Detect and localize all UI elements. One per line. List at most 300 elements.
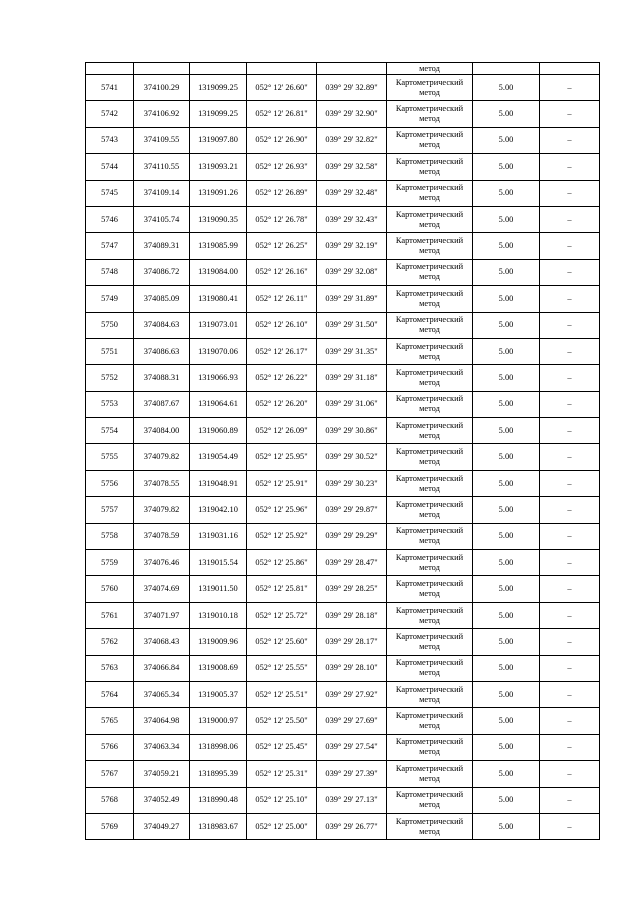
method-text-line: Картометрический [395, 499, 464, 509]
y-coordinate-cell: 1319093.21 [190, 154, 247, 180]
latitude-cell: 052° 12' 26.93" [247, 154, 317, 180]
longitude-cell: 039° 29' 30.86" [317, 418, 387, 444]
method-cell [387, 681, 473, 707]
coordinates-table [85, 62, 600, 840]
point-number-cell: 5768 [86, 787, 134, 813]
table-row [86, 338, 600, 364]
y-coordinate-cell: 1319048.91 [190, 470, 247, 496]
latitude-cell: 052° 12' 26.10" [247, 312, 317, 338]
x-coordinate-cell: 374106.92 [134, 101, 190, 127]
note-cell: – [540, 681, 600, 707]
y-coordinate-cell: 1319031.16 [190, 523, 247, 549]
x-coordinate-cell: 374087.67 [134, 391, 190, 417]
note-cell: – [540, 365, 600, 391]
method-text-line: Картометрический [395, 420, 464, 430]
accuracy-cell: 5.00 [473, 681, 540, 707]
table-row [86, 761, 600, 787]
y-coordinate-cell: 1319080.41 [190, 286, 247, 312]
method-text-line: метод [419, 773, 440, 783]
method-cell [387, 75, 473, 101]
method-text-line: Картометрический [395, 631, 464, 641]
method-cell [387, 259, 473, 285]
method-text-line: Картометрический [395, 156, 464, 166]
longitude-cell: 039° 29' 31.89" [317, 286, 387, 312]
latitude-cell: 052° 12' 25.50" [247, 708, 317, 734]
point-number-cell: 5766 [86, 734, 134, 760]
method-text-line: Картометрический [395, 367, 464, 377]
note-cell: – [540, 787, 600, 813]
longitude-cell: 039° 29' 29.29" [317, 523, 387, 549]
x-coordinate-cell: 374105.74 [134, 206, 190, 232]
longitude-cell: 039° 29' 28.18" [317, 602, 387, 628]
method-text-line: метод [419, 589, 440, 599]
accuracy-cell: 5.00 [473, 708, 540, 734]
table-row [86, 523, 600, 549]
y-coordinate-cell: 1319091.26 [190, 180, 247, 206]
continuation-cell-lon [317, 63, 387, 75]
method-cell [387, 365, 473, 391]
note-cell: – [540, 550, 600, 576]
method-cell [387, 576, 473, 602]
accuracy-cell: 5.00 [473, 154, 540, 180]
accuracy-cell: 5.00 [473, 787, 540, 813]
table-row [86, 75, 600, 101]
continuation-cell-x [134, 63, 190, 75]
longitude-cell: 039° 29' 29.87" [317, 497, 387, 523]
method-text-line: Картометрический [395, 684, 464, 694]
table-row [86, 180, 600, 206]
method-cell [387, 497, 473, 523]
x-coordinate-cell: 374059.21 [134, 761, 190, 787]
method-text-line: Картометрический [395, 763, 464, 773]
y-coordinate-cell: 1319054.49 [190, 444, 247, 470]
note-cell: – [540, 602, 600, 628]
method-text-line: Картометрический [395, 816, 464, 826]
longitude-cell: 039° 29' 27.39" [317, 761, 387, 787]
method-text-line: метод [419, 166, 440, 176]
method-text-line: метод [419, 298, 440, 308]
latitude-cell: 052° 12' 26.17" [247, 338, 317, 364]
method-text-line: Картометрический [395, 209, 464, 219]
accuracy-cell: 5.00 [473, 127, 540, 153]
y-coordinate-cell: 1319064.61 [190, 391, 247, 417]
method-text-line: Картометрический [395, 526, 464, 536]
method-cell [387, 233, 473, 259]
x-coordinate-cell: 374049.27 [134, 813, 190, 839]
method-cell [387, 101, 473, 127]
table-row [86, 708, 600, 734]
note-cell: – [540, 286, 600, 312]
accuracy-cell: 5.00 [473, 734, 540, 760]
method-cell [387, 734, 473, 760]
point-number-cell: 5745 [86, 180, 134, 206]
table-row [86, 576, 600, 602]
method-cell [387, 312, 473, 338]
longitude-cell: 039° 29' 32.90" [317, 101, 387, 127]
method-text-line: Картометрический [395, 130, 464, 140]
method-cell [387, 444, 473, 470]
method-text-line: Картометрический [395, 737, 464, 747]
method-cell [387, 391, 473, 417]
latitude-cell: 052° 12' 26.89" [247, 180, 317, 206]
x-coordinate-cell: 374110.55 [134, 154, 190, 180]
point-number-cell: 5744 [86, 154, 134, 180]
note-cell: – [540, 75, 600, 101]
note-cell: – [540, 655, 600, 681]
method-text-line: Картометрический [395, 183, 464, 193]
x-coordinate-cell: 374074.69 [134, 576, 190, 602]
point-number-cell: 5755 [86, 444, 134, 470]
longitude-cell: 039° 29' 30.52" [317, 444, 387, 470]
accuracy-cell: 5.00 [473, 206, 540, 232]
latitude-cell: 052° 12' 26.09" [247, 418, 317, 444]
note-cell: – [540, 391, 600, 417]
point-number-cell: 5743 [86, 127, 134, 153]
point-number-cell: 5767 [86, 761, 134, 787]
longitude-cell: 039° 29' 32.58" [317, 154, 387, 180]
method-cell [387, 629, 473, 655]
point-number-cell: 5758 [86, 523, 134, 549]
method-text-line: метод [419, 430, 440, 440]
method-text-line: метод [419, 562, 440, 572]
method-text-line: Картометрический [395, 394, 464, 404]
table-row [86, 470, 600, 496]
accuracy-cell: 5.00 [473, 470, 540, 496]
latitude-cell: 052° 12' 25.45" [247, 734, 317, 760]
table-row [86, 154, 600, 180]
point-number-cell: 5756 [86, 470, 134, 496]
point-number-cell: 5761 [86, 602, 134, 628]
longitude-cell: 039° 29' 27.92" [317, 681, 387, 707]
latitude-cell: 052° 12' 26.90" [247, 127, 317, 153]
y-coordinate-cell: 1318990.48 [190, 787, 247, 813]
method-text-line: Картометрический [395, 790, 464, 800]
method-text-line: метод [419, 826, 440, 836]
latitude-cell: 052° 12' 25.72" [247, 602, 317, 628]
y-coordinate-cell: 1319011.50 [190, 576, 247, 602]
x-coordinate-cell: 374071.97 [134, 602, 190, 628]
note-cell: – [540, 127, 600, 153]
latitude-cell: 052° 12' 25.91" [247, 470, 317, 496]
y-coordinate-cell: 1319066.93 [190, 365, 247, 391]
y-coordinate-cell: 1319015.54 [190, 550, 247, 576]
method-text-line: метод [419, 457, 440, 467]
method-text-line: Картометрический [395, 288, 464, 298]
point-number-cell: 5757 [86, 497, 134, 523]
continuation-cell-method: метод [387, 63, 473, 75]
x-coordinate-cell: 374109.55 [134, 127, 190, 153]
point-number-cell: 5747 [86, 233, 134, 259]
longitude-cell: 039° 29' 27.69" [317, 708, 387, 734]
note-cell: – [540, 813, 600, 839]
table-row [86, 734, 600, 760]
y-coordinate-cell: 1319090.35 [190, 206, 247, 232]
point-number-cell: 5754 [86, 418, 134, 444]
longitude-cell: 039° 29' 26.77" [317, 813, 387, 839]
latitude-cell: 052° 12' 25.10" [247, 787, 317, 813]
accuracy-cell: 5.00 [473, 365, 540, 391]
x-coordinate-cell: 374088.31 [134, 365, 190, 391]
latitude-cell: 052° 12' 25.92" [247, 523, 317, 549]
method-text-line: метод [419, 483, 440, 493]
point-number-cell: 5752 [86, 365, 134, 391]
x-coordinate-cell: 374065.34 [134, 681, 190, 707]
method-cell [387, 286, 473, 312]
accuracy-cell: 5.00 [473, 629, 540, 655]
longitude-cell: 039° 29' 31.50" [317, 312, 387, 338]
method-cell [387, 418, 473, 444]
note-cell: – [540, 259, 600, 285]
method-text-line: метод [419, 721, 440, 731]
point-number-cell: 5749 [86, 286, 134, 312]
x-coordinate-cell: 374100.29 [134, 75, 190, 101]
latitude-cell: 052° 12' 25.95" [247, 444, 317, 470]
longitude-cell: 039° 29' 32.43" [317, 206, 387, 232]
table-row [86, 629, 600, 655]
method-text-line: Картометрический [395, 552, 464, 562]
table-body [86, 63, 600, 840]
y-coordinate-cell: 1318983.67 [190, 813, 247, 839]
method-text-line: Картометрический [395, 579, 464, 589]
point-number-cell: 5765 [86, 708, 134, 734]
method-text-line: Картометрический [395, 315, 464, 325]
method-text-line: Картометрический [395, 262, 464, 272]
table-row [86, 365, 600, 391]
latitude-cell: 052° 12' 25.81" [247, 576, 317, 602]
x-coordinate-cell: 374066.84 [134, 655, 190, 681]
table-row [86, 681, 600, 707]
accuracy-cell: 5.00 [473, 655, 540, 681]
latitude-cell: 052° 12' 26.20" [247, 391, 317, 417]
accuracy-cell: 5.00 [473, 259, 540, 285]
x-coordinate-cell: 374063.34 [134, 734, 190, 760]
latitude-cell: 052° 12' 26.25" [247, 233, 317, 259]
method-text-line: метод [419, 668, 440, 678]
latitude-cell: 052° 12' 25.60" [247, 629, 317, 655]
y-coordinate-cell: 1319097.80 [190, 127, 247, 153]
accuracy-cell: 5.00 [473, 813, 540, 839]
longitude-cell: 039° 29' 28.17" [317, 629, 387, 655]
table-row [86, 550, 600, 576]
note-cell: – [540, 101, 600, 127]
note-cell: – [540, 708, 600, 734]
method-cell [387, 813, 473, 839]
y-coordinate-cell: 1319084.00 [190, 259, 247, 285]
point-number-cell: 5750 [86, 312, 134, 338]
longitude-cell: 039° 29' 32.82" [317, 127, 387, 153]
method-text-line: метод [419, 272, 440, 282]
method-cell [387, 761, 473, 787]
accuracy-cell: 5.00 [473, 338, 540, 364]
longitude-cell: 039° 29' 28.25" [317, 576, 387, 602]
method-cell [387, 550, 473, 576]
longitude-cell: 039° 29' 32.48" [317, 180, 387, 206]
x-coordinate-cell: 374109.14 [134, 180, 190, 206]
method-text-line: метод [419, 351, 440, 361]
longitude-cell: 039° 29' 28.47" [317, 550, 387, 576]
accuracy-cell: 5.00 [473, 418, 540, 444]
method-text-line: метод [419, 114, 440, 124]
method-text-line: Картометрический [395, 473, 464, 483]
method-text-line: метод [419, 641, 440, 651]
point-number-cell: 5741 [86, 75, 134, 101]
latitude-cell: 052° 12' 26.22" [247, 365, 317, 391]
x-coordinate-cell: 374079.82 [134, 497, 190, 523]
table-row [86, 127, 600, 153]
note-cell: – [540, 338, 600, 364]
method-text-line: Картометрический [395, 77, 464, 87]
x-coordinate-cell: 374078.59 [134, 523, 190, 549]
note-cell: – [540, 761, 600, 787]
table-row [86, 444, 600, 470]
x-coordinate-cell: 374086.72 [134, 259, 190, 285]
longitude-cell: 039° 29' 32.19" [317, 233, 387, 259]
method-cell [387, 602, 473, 628]
method-cell [387, 206, 473, 232]
point-number-cell: 5753 [86, 391, 134, 417]
method-text-line: Картометрический [395, 605, 464, 615]
latitude-cell: 052° 12' 25.00" [247, 813, 317, 839]
point-number-cell: 5751 [86, 338, 134, 364]
table-row [86, 813, 600, 839]
point-number-cell: 5763 [86, 655, 134, 681]
accuracy-cell: 5.00 [473, 602, 540, 628]
note-cell: – [540, 233, 600, 259]
y-coordinate-cell: 1318995.39 [190, 761, 247, 787]
method-text-line: Картометрический [395, 236, 464, 246]
method-text-line: метод [419, 219, 440, 229]
continuation-cell-num [86, 63, 134, 75]
continuation-cell-note [540, 63, 600, 75]
accuracy-cell: 5.00 [473, 101, 540, 127]
point-number-cell: 5742 [86, 101, 134, 127]
table-row [86, 602, 600, 628]
method-text-line: метод [419, 404, 440, 414]
latitude-cell: 052° 12' 25.86" [247, 550, 317, 576]
longitude-cell: 039° 29' 27.54" [317, 734, 387, 760]
table-row [86, 233, 600, 259]
method-cell [387, 338, 473, 364]
note-cell: – [540, 312, 600, 338]
longitude-cell: 039° 29' 27.13" [317, 787, 387, 813]
continuation-cell-lat [247, 63, 317, 75]
accuracy-cell: 5.00 [473, 576, 540, 602]
accuracy-cell: 5.00 [473, 391, 540, 417]
longitude-cell: 039° 29' 31.18" [317, 365, 387, 391]
point-number-cell: 5746 [86, 206, 134, 232]
longitude-cell: 039° 29' 32.89" [317, 75, 387, 101]
x-coordinate-cell: 374064.98 [134, 708, 190, 734]
method-text-line: Картометрический [395, 658, 464, 668]
x-coordinate-cell: 374052.49 [134, 787, 190, 813]
method-text-line: метод [419, 615, 440, 625]
note-cell: – [540, 629, 600, 655]
point-number-cell: 5764 [86, 681, 134, 707]
method-cell [387, 127, 473, 153]
continuation-cell-accuracy [473, 63, 540, 75]
accuracy-cell: 5.00 [473, 444, 540, 470]
method-cell [387, 708, 473, 734]
latitude-cell: 052° 12' 25.96" [247, 497, 317, 523]
point-number-cell: 5759 [86, 550, 134, 576]
y-coordinate-cell: 1319070.06 [190, 338, 247, 364]
table-row [86, 101, 600, 127]
continuation-cell-y [190, 63, 247, 75]
note-cell: – [540, 523, 600, 549]
latitude-cell: 052° 12' 26.60" [247, 75, 317, 101]
accuracy-cell: 5.00 [473, 75, 540, 101]
method-text-line: Картометрический [395, 711, 464, 721]
latitude-cell: 052° 12' 26.81" [247, 101, 317, 127]
y-coordinate-cell: 1319042.10 [190, 497, 247, 523]
x-coordinate-cell: 374084.00 [134, 418, 190, 444]
accuracy-cell: 5.00 [473, 180, 540, 206]
longitude-cell: 039° 29' 31.06" [317, 391, 387, 417]
point-number-cell: 5762 [86, 629, 134, 655]
longitude-cell: 039° 29' 32.08" [317, 259, 387, 285]
method-cell [387, 180, 473, 206]
note-cell: – [540, 576, 600, 602]
y-coordinate-cell: 1318998.06 [190, 734, 247, 760]
x-coordinate-cell: 374079.82 [134, 444, 190, 470]
y-coordinate-cell: 1319000.97 [190, 708, 247, 734]
table-row [86, 655, 600, 681]
note-cell: – [540, 154, 600, 180]
x-coordinate-cell: 374086.63 [134, 338, 190, 364]
method-text-line: метод [419, 140, 440, 150]
table-row [86, 259, 600, 285]
accuracy-cell: 5.00 [473, 550, 540, 576]
accuracy-cell: 5.00 [473, 497, 540, 523]
accuracy-cell: 5.00 [473, 286, 540, 312]
y-coordinate-cell: 1319073.01 [190, 312, 247, 338]
method-cell [387, 470, 473, 496]
method-text-line: метод [419, 800, 440, 810]
method-text-line: метод [419, 377, 440, 387]
note-cell: – [540, 734, 600, 760]
note-cell: – [540, 206, 600, 232]
accuracy-cell: 5.00 [473, 312, 540, 338]
x-coordinate-cell: 374084.63 [134, 312, 190, 338]
method-text-line: метод [419, 246, 440, 256]
note-cell: – [540, 180, 600, 206]
method-text-line: метод [419, 509, 440, 519]
y-coordinate-cell: 1319060.89 [190, 418, 247, 444]
y-coordinate-cell: 1319099.25 [190, 101, 247, 127]
method-cell [387, 655, 473, 681]
y-coordinate-cell: 1319009.96 [190, 629, 247, 655]
point-number-cell: 5769 [86, 813, 134, 839]
method-text-line: метод [419, 536, 440, 546]
accuracy-cell: 5.00 [473, 761, 540, 787]
latitude-cell: 052° 12' 26.11" [247, 286, 317, 312]
latitude-cell: 052° 12' 25.31" [247, 761, 317, 787]
latitude-cell: 052° 12' 26.16" [247, 259, 317, 285]
method-text-line: метод [419, 747, 440, 757]
method-text-line: Картометрический [395, 341, 464, 351]
latitude-cell: 052° 12' 26.78" [247, 206, 317, 232]
latitude-cell: 052° 12' 25.51" [247, 681, 317, 707]
method-cell [387, 154, 473, 180]
latitude-cell: 052° 12' 25.55" [247, 655, 317, 681]
note-cell: – [540, 444, 600, 470]
method-text-line: Картометрический [395, 104, 464, 114]
x-coordinate-cell: 374089.31 [134, 233, 190, 259]
method-text-line: Картометрический [395, 447, 464, 457]
method-cell [387, 523, 473, 549]
table-row [86, 312, 600, 338]
point-number-cell: 5760 [86, 576, 134, 602]
